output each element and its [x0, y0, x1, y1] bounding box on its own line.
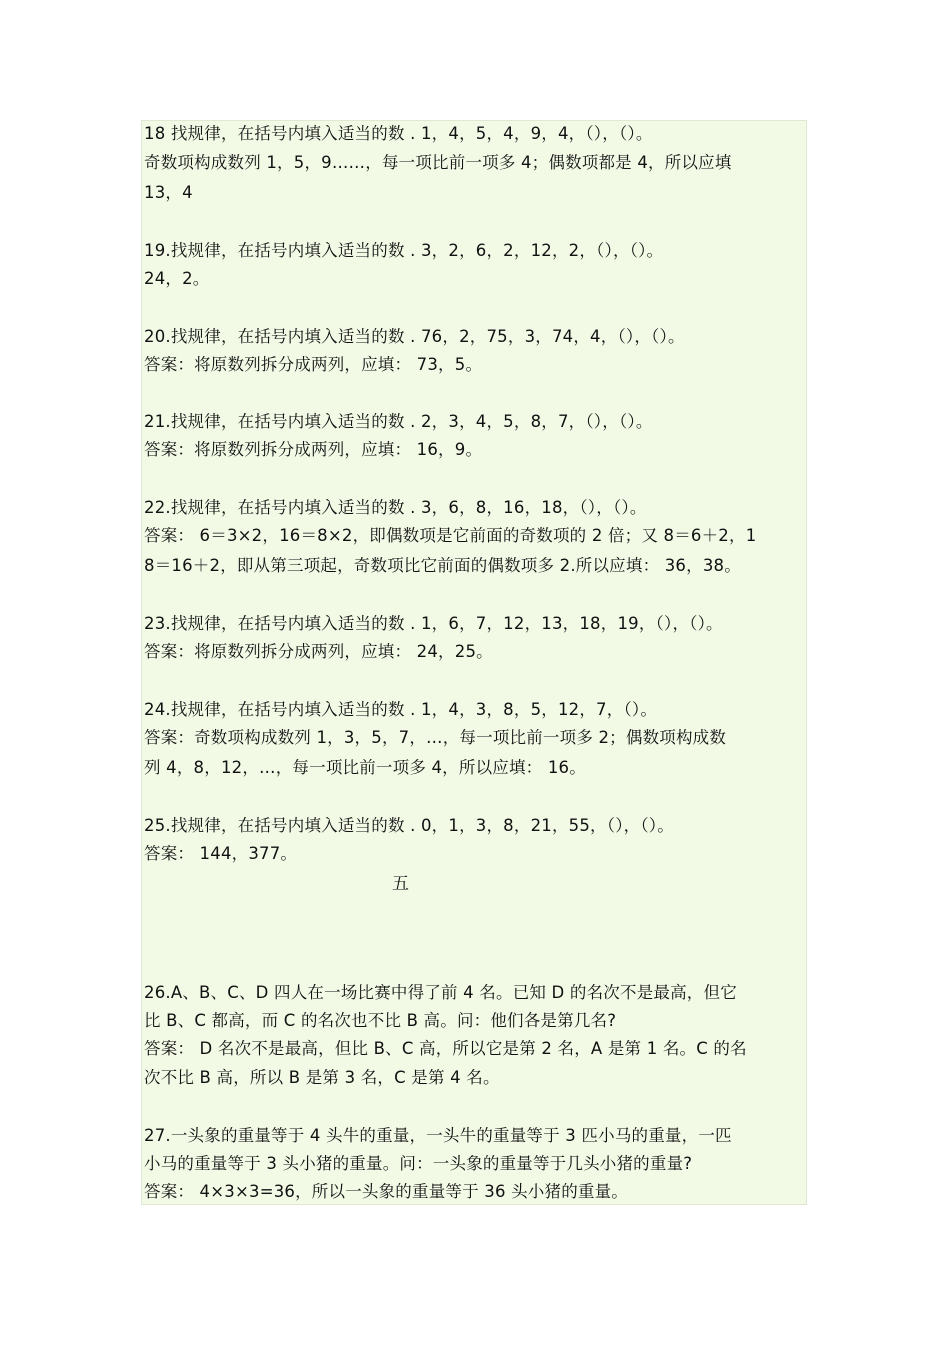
q25-answer: 答案： 144，377。 [144, 844, 298, 863]
q24-question: 24.找规律，在括号内填入适当的数 . 1，4，3，8，5，12，7，（）。 [144, 700, 658, 719]
q21-question: 21.找规律，在括号内填入适当的数 . 2，3，4，5，8，7，（），（）。 [144, 412, 653, 431]
q22-question: 22.找规律，在括号内填入适当的数 . 3，6，8，16，18，（），（）。 [144, 498, 647, 517]
q20-question: 20.找规律，在括号内填入适当的数 . 76，2，75，3，74，4，（），（）。 [144, 327, 685, 346]
q22-answer-line2: 8＝16＋2，即从第三项起，奇数项比它前面的偶数项多 2.所以应填： 36，38。 [144, 556, 741, 575]
q26-answer-line2: 次不比 B 高，所以 B 是第 3 名，C 是第 4 名。 [144, 1068, 500, 1087]
q27-answer: 答案： 4×3×3=36，所以一头象的重量等于 36 头小猪的重量。 [144, 1182, 628, 1201]
q26-question-line1: 26.A、B、C、D 四人在一场比赛中得了前 4 名。已知 D 的名次不是最高，但它 [144, 983, 737, 1002]
q25-question: 25.找规律，在括号内填入适当的数 . 0，1，3，8，21，55，（），（）。 [144, 816, 674, 835]
q23-question: 23.找规律，在括号内填入适当的数 . 1，6，7，12，13，18，19，（），（）。 [144, 614, 723, 633]
q23-answer: 答案：将原数列拆分成两列，应填： 24，25。 [144, 642, 493, 661]
q18-question: 18 找规律，在括号内填入适当的数 . 1，4，5，4，9，4，（），（）。 [144, 124, 653, 143]
q27-question-line1: 27.一头象的重量等于 4 头牛的重量，一头牛的重量等于 3 匹小马的重量，一匹 [144, 1126, 732, 1145]
q19-question: 19.找规律，在括号内填入适当的数 . 3，2，6，2，12，2，（），（）。 [144, 241, 664, 260]
q24-answer-line2: 列 4，8，12，…，每一项比前一项多 4，所以应填： 16。 [144, 758, 586, 777]
q26-answer-line1: 答案： D 名次不是最高，但比 B、C 高，所以它是第 2 名，A 是第 1 名。C 的名 [144, 1039, 747, 1058]
section-heading: 五 [392, 874, 409, 894]
q24-answer-line1: 答案：奇数项构成数列 1，3，5，7，…，每一项比前一项多 2；偶数项构成数 [144, 728, 727, 747]
q19-answer: 24，2。 [144, 269, 210, 288]
q27-question-line2: 小马的重量等于 3 头小猪的重量。问：一头象的重量等于几头小猪的重量? [144, 1154, 693, 1173]
q22-answer-line1: 答案： 6＝3×2，16＝8×2，即偶数项是它前面的奇数项的 2 倍；又 8＝6＋2，1 [144, 526, 757, 545]
q21-answer: 答案：将原数列拆分成两列，应填： 16，9。 [144, 440, 483, 459]
q20-answer: 答案：将原数列拆分成两列，应填： 73，5。 [144, 355, 483, 374]
q18-answer-line1: 奇数项构成数列 1，5，9……，每一项比前一项多 4；偶数项都是 4，所以应填 [144, 153, 732, 172]
q18-answer-line2: 13，4 [144, 183, 193, 202]
q26-question-line2: 比 B、C 都高，而 C 的名次也不比 B 高。问：他们各是第几名? [144, 1011, 617, 1030]
